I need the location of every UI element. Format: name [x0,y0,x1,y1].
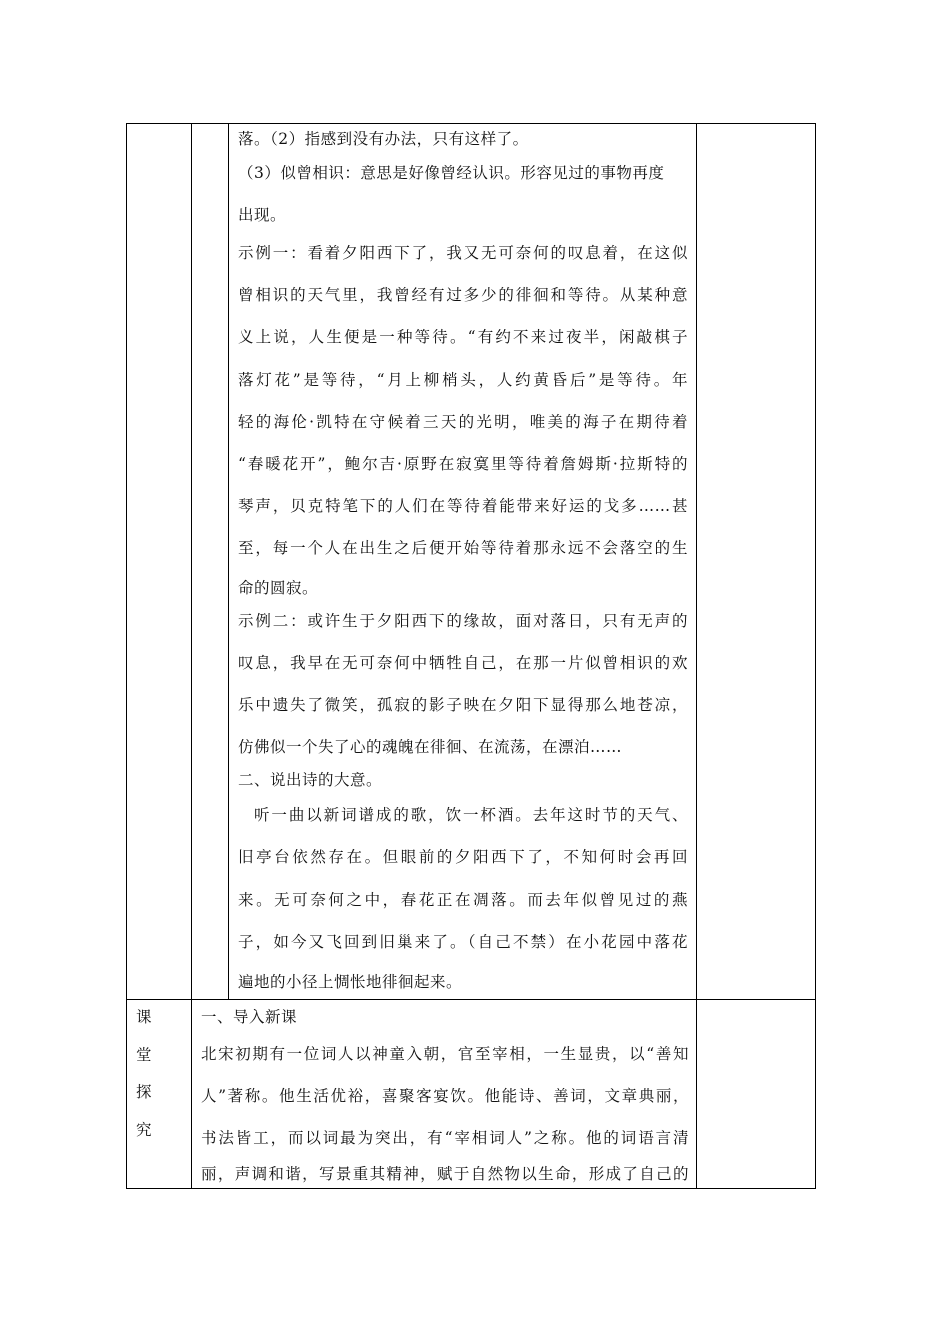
text-line: 来。无可奈何之中，春花正在凋落。而去年似曾见过的燕 [238,891,688,909]
text-line: 至，每一个人在出生之后便开始等待着那永远不会落空的生 [238,539,688,557]
text-line: （3）似曾相识：意思是好像曾经认识。形容见过的事物再度 [238,164,665,182]
text-line: 二、说出诗的大意。 [238,771,383,789]
text-line: 仿佛似一个失了心的魂魄在徘徊、在流荡，在漂泊…… [238,738,623,756]
text-line: 示例二：或许生于夕阳西下的缘故，面对落日，只有无声的 [238,612,688,630]
table-right-border [815,123,816,1189]
text-line: 一、导入新课 [201,1008,298,1026]
table-left-border [126,123,127,1189]
text-line: 丽，声调和谐，写景重其精神，赋于自然物以生命，形成了自己的 [201,1165,689,1183]
text-line: 出现。 [238,206,287,224]
text-line: 义上说，人生便是一种等待。“有约不来过夜半，闲敲棋子 [238,328,688,346]
text-line: 琴声，贝克特笔下的人们在等待着能带来好运的戈多……甚 [238,497,688,515]
text-line: 听一曲以新词谱成的歌，饮一杯酒。去年这时节的天气、 [254,806,688,824]
table-column-divider-3 [696,123,697,1189]
text-line: 曾相识的天气里，我曾经有过多少的徘徊和等待。从某种意 [238,286,688,304]
label-char: 究 [136,1121,153,1139]
table-top-border [126,123,816,124]
text-line: 北宋初期有一位词人以神童入朝，官至宰相，一生显贵，以“善知 [201,1045,689,1063]
label-char: 堂 [136,1046,153,1064]
text-line: 子，如今又飞回到旧巢来了。（自己不禁）在小花园中落花 [238,933,688,951]
text-line: 轻的海伦·凯特在守候着三天的光明，唯美的海子在期待着 [238,413,688,431]
table-column-divider-2 [228,123,229,1000]
text-line: “春暖花开”，鲍尔吉·原野在寂寞里等待着詹姆斯·拉斯特的 [238,455,688,473]
text-line: 落灯花”是等待，“月上柳梢头，人约黄昏后”是等待。年 [238,371,688,389]
text-line: 乐中遗失了微笑，孤寂的影子映在夕阳下显得那么地苍凉， [238,696,688,714]
table-column-divider-1 [191,123,192,1189]
text-line: 示例一：看着夕阳西下了，我又无可奈何的叹息着，在这似 [238,244,688,262]
text-line: 命的圆寂。 [238,579,319,597]
text-line: 书法皆工，而以词最为突出，有“宰相词人”之称。他的词语言清 [201,1129,689,1147]
text-line: 旧亭台依然存在。但眼前的夕阳西下了，不知何时会再回 [238,848,688,866]
table-bottom-border [126,1188,816,1189]
table-row-divider [126,999,816,1000]
text-line: 落。（2）指感到没有办法，只有这样了。 [238,130,529,148]
text-line: 叹息，我早在无可奈何中牺牲自己，在那一片似曾相识的欢 [238,654,688,672]
label-char: 课 [136,1008,153,1026]
text-line: 遍地的小径上惆怅地徘徊起来。 [238,973,463,991]
text-line: 人”著称。他生活优裕，喜聚客宴饮。他能诗、善词，文章典丽， [201,1087,689,1105]
label-char: 探 [136,1083,153,1101]
